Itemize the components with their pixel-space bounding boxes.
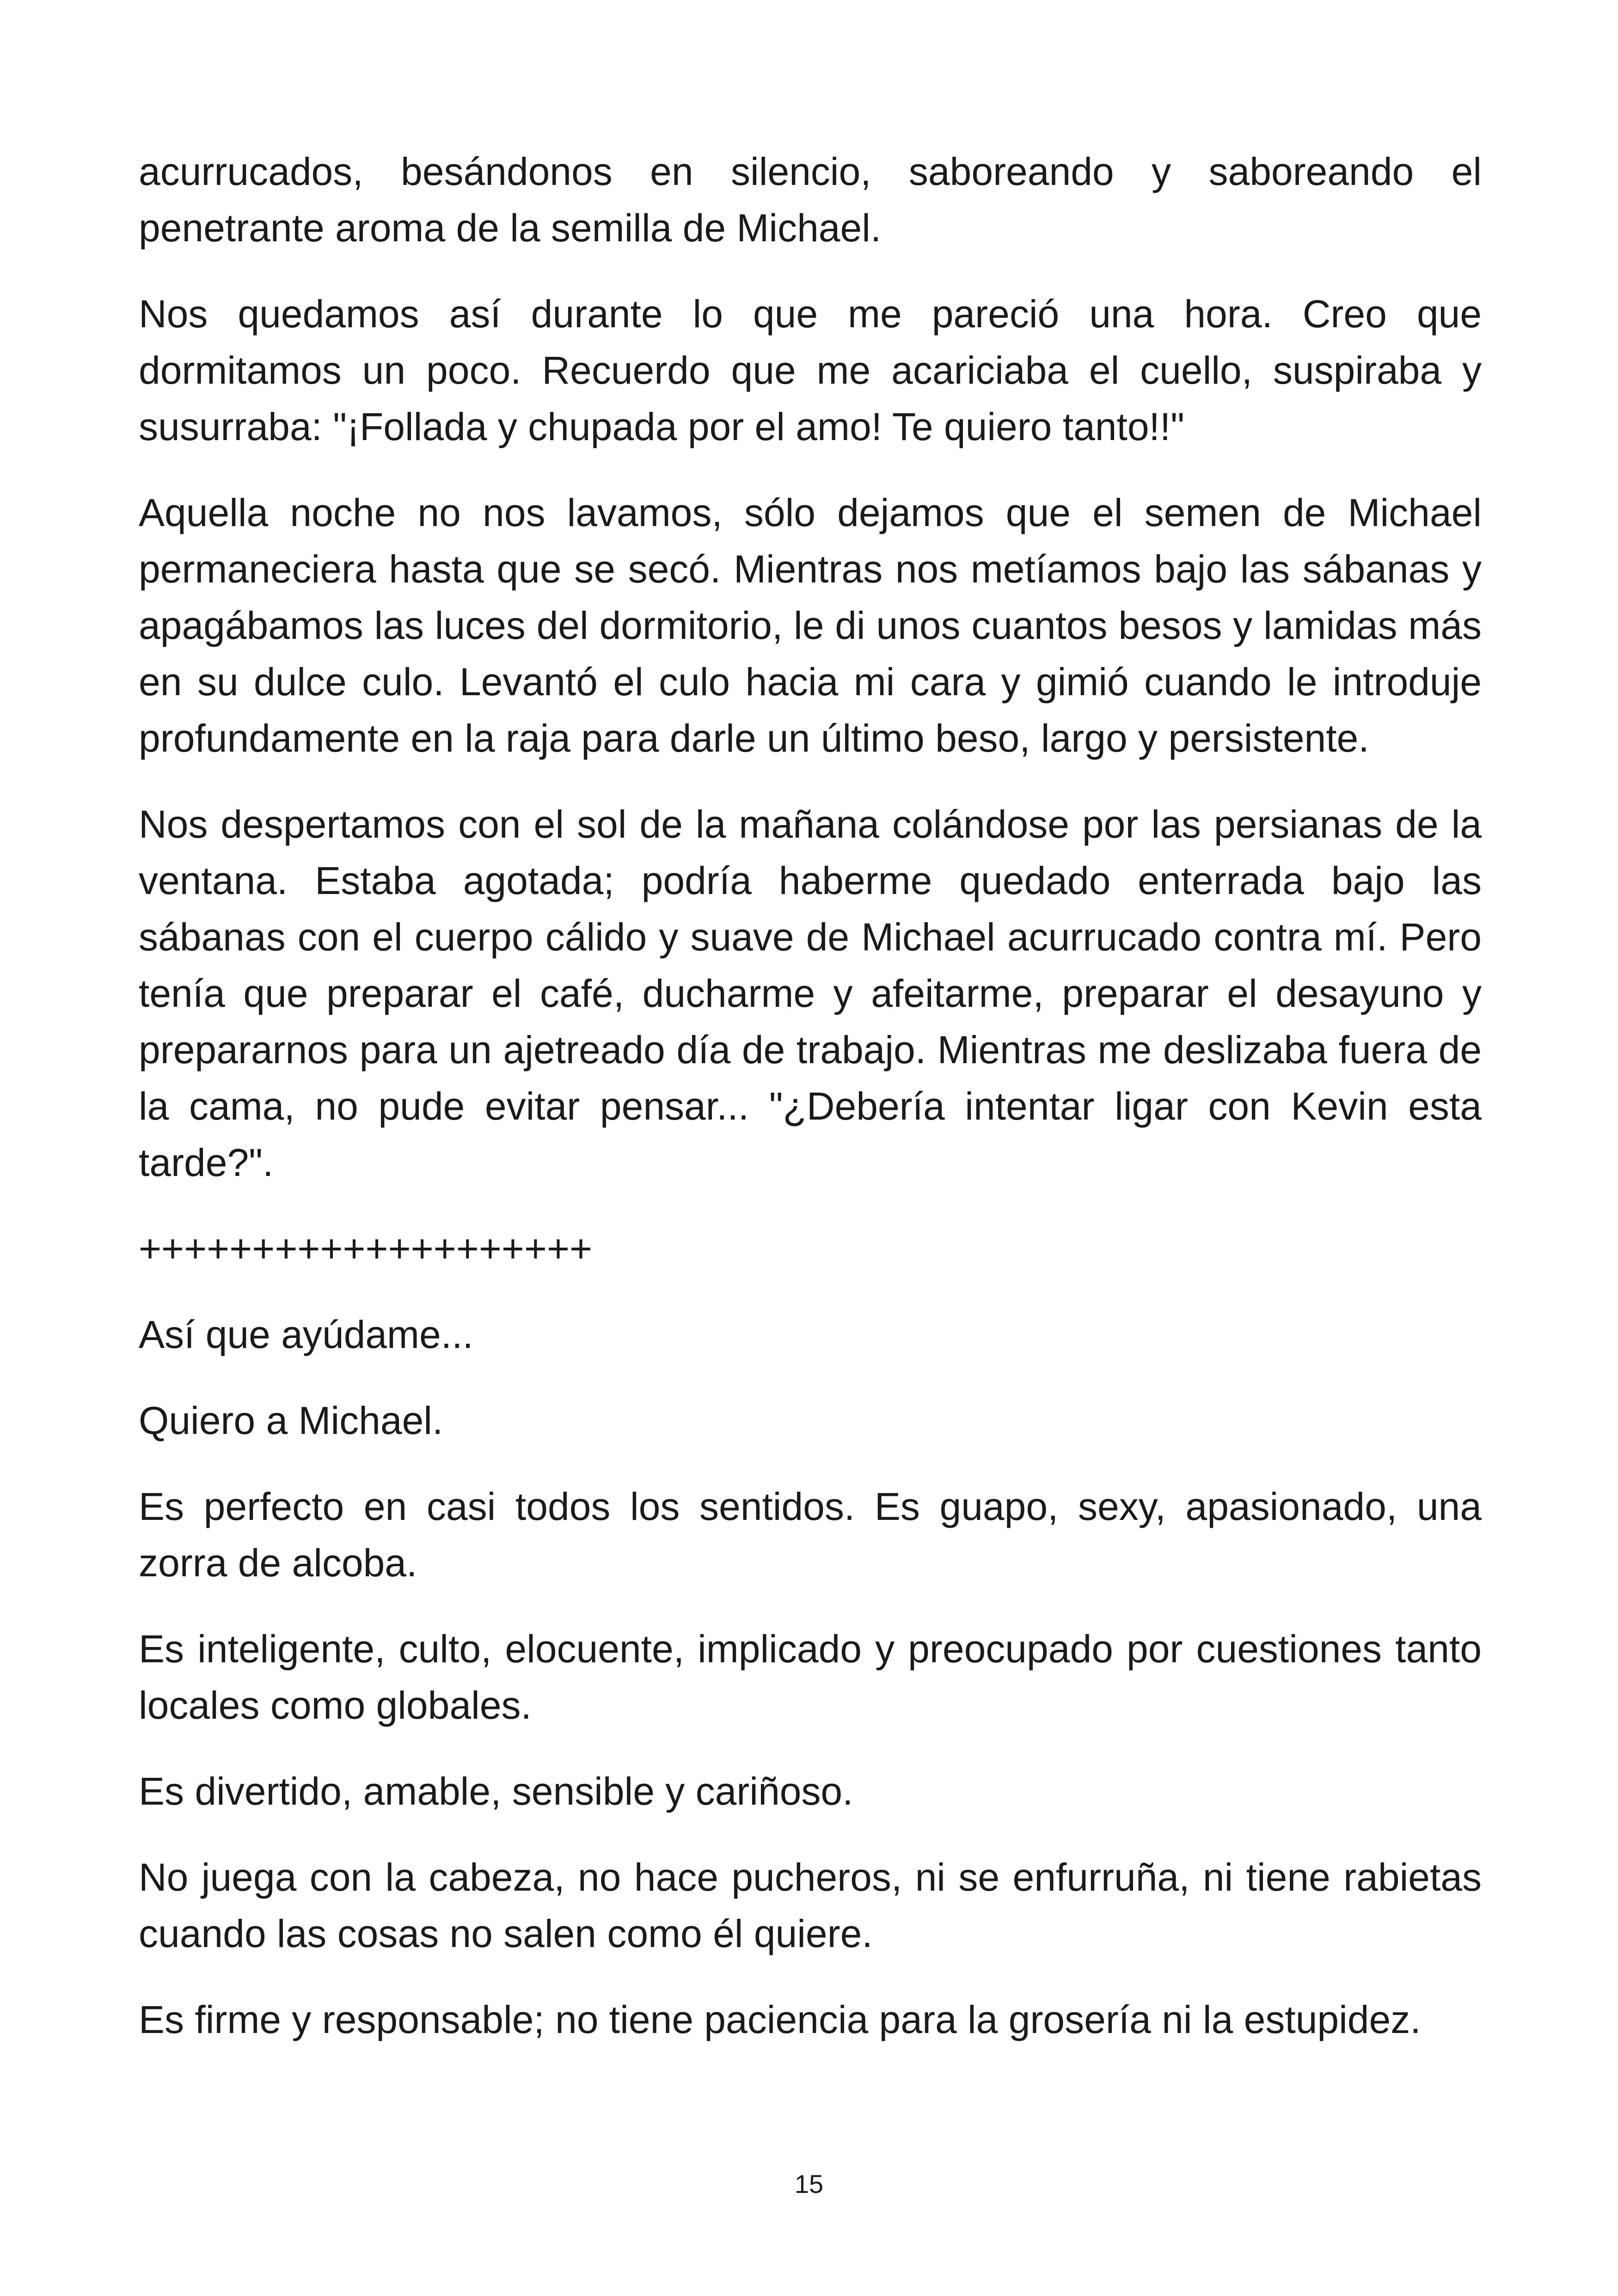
section-separator: ++++++++++++++++++++ <box>139 1227 593 1270</box>
paragraph: Nos despertamos con el sol de la mañana colándose por las persianas de la ventana. Estaba agotada; podría haberme quedado enterrada bajo las sábanas con el cuerpo cálido y suave de Michael acurrucado contra mí. Pero tenía que preparar el café, ducharme y afeitarme, preparar el desayuno y prepararnos para un ajetreado día de trabajo. Mientras me deslizaba fuera de la cama, no pude evitar pensar... "¿Debería intentar ligar con Kevin esta tarde?". <box>139 802 1482 1184</box>
paragraph: Así que ayúdame... <box>139 1313 473 1356</box>
paragraph: Nos quedamos así durante lo que me pareció una hora. Creo que dormitamos un poco. Recuerdo que me acariciaba el cuello, suspiraba y susurraba: "¡Follada y chupada por el amo! Te quiero tanto!!" <box>139 292 1482 448</box>
paragraph: Es perfecto en casi todos los sentidos. Es guapo, sexy, apasionado, una zorra de alcoba. <box>139 1485 1482 1585</box>
page-number: 15 <box>794 2169 824 2198</box>
paragraph: Quiero a Michael. <box>139 1399 443 1442</box>
paragraph: No juega con la cabeza, no hace pucheros, ni se enfurruña, ni tiene rabietas cuando las cosas no salen como él quiere. <box>139 1855 1482 1955</box>
paragraph: Aquella noche no nos lavamos, sólo dejamos que el semen de Michael permaneciera hasta que se secó. Mientras nos metíamos bajo las sábanas y apagábamos las luces del dormitorio, le di unos cuantos besos y lamidas más en su dulce culo. Levantó el culo hacia mi cara y gimió cuando le introduje profundamente en la raja para darle un último beso, largo y persistente. <box>139 491 1482 760</box>
paragraph: acurrucados, besándonos en silencio, saboreando y saboreando el penetrante aroma de la semilla de Michael. <box>139 150 1482 250</box>
paragraph: Es divertido, amable, sensible y cariñoso. <box>139 1769 853 1813</box>
paragraph: Es inteligente, culto, elocuente, implicado y preocupado por cuestiones tanto locales como globales. <box>139 1627 1482 1727</box>
page-body <box>139 143 1482 2077</box>
paragraph: Es firme y responsable; no tiene paciencia para la grosería ni la estupidez. <box>139 1998 1421 2041</box>
